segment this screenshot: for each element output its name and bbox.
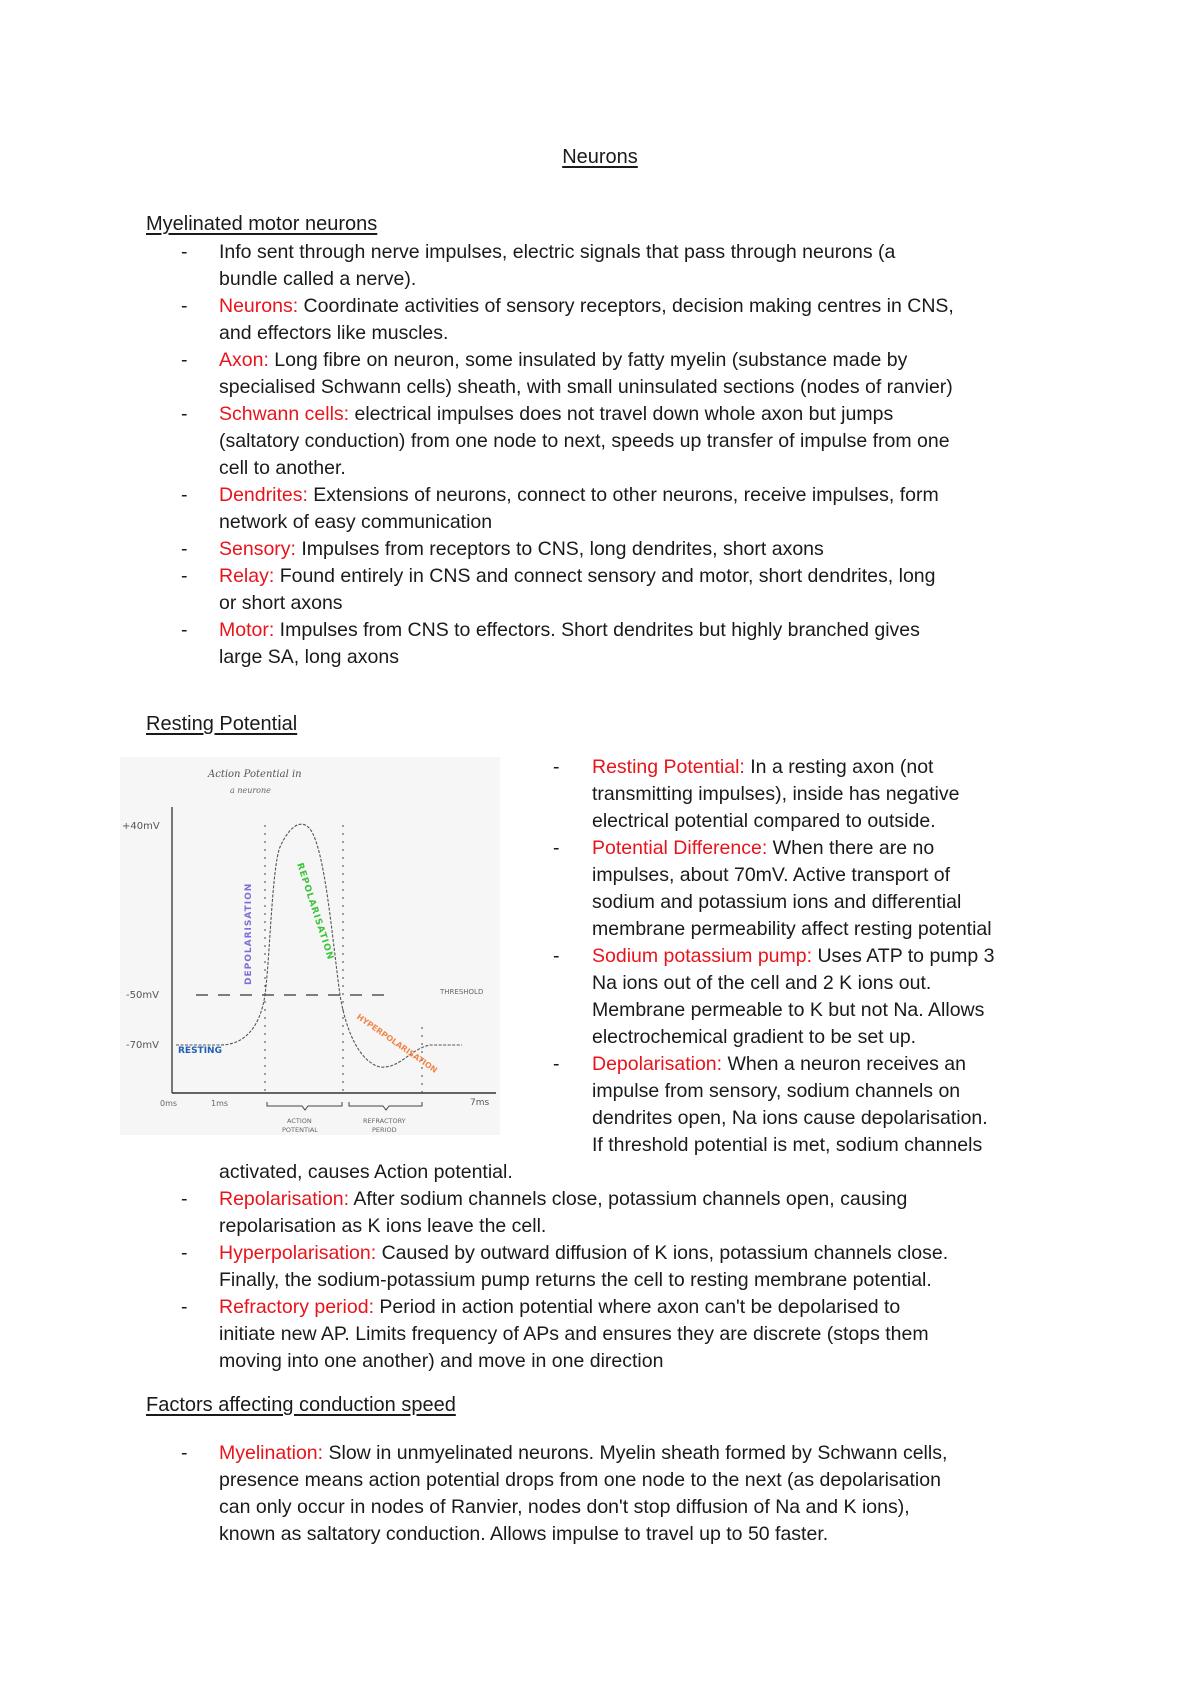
brace-label-action: ACTION [287,1117,312,1125]
diagram-title-line2: a neurone [230,786,271,795]
conduction-speed-list [146,1440,1096,1548]
myelinated-neurons-list [146,239,1096,671]
list-item-potential-difference: - Potential Difference: When there are no impulses, about 70mV. Active transport of sodium and potassium ions and differential membrane permeability affect resting potential [553,837,992,940]
action-potential-curve [176,824,462,1067]
action-potential-diagram [120,757,500,1135]
x-label-7ms: 7ms [470,1098,490,1108]
bullet-dash: - [181,241,188,263]
action-potential-brace [267,1102,342,1110]
hyperpolarisation-label: HYPERPOLARISATION [354,1012,439,1075]
list-item-axon: - Axon: Long fibre on neuron, some insulated by fatty myelin (substance made by specialised Schwann cells) sheath, with small uninsulated sections (nodes of ranvier) [181,349,953,398]
list-item-depolarisation: - Depolarisation: When a neuron receives an impulse from sensory, sodium channels on dendrites open, Na ions cause depolarisation. If threshold potential is met, sodium channels [553,1053,988,1156]
term-label: Axon: [219,349,269,371]
term-label: Relay: [219,565,275,587]
document-title: Neurons [562,146,638,168]
resting-potential-list [146,1186,1096,1375]
diagram-title-line1: Action Potential in [208,769,302,780]
refractory-brace [349,1102,422,1110]
repolarisation-label: REPOLARISATION [294,861,336,962]
list-item-motor: - Motor: Impulses from CNS to effectors. Short dendrites but highly branched gives large SA, long axons [181,619,920,668]
term-label: Schwann cells: [219,403,350,425]
action-potential-graph [120,757,500,1135]
list-item-repolarisation: - Repolarisation: After sodium channels close, potassium channels open, causing repolarisation as K ions leave the cell. [181,1188,908,1237]
brace-label-refractory: REFRACTORY [363,1117,406,1125]
list-item-neurons: - Neurons: Coordinate activities of sensory receptors, decision making centres in CNS, and effectors like muscles. [181,295,954,344]
list-item-sodium-potassium-pump: - Sodium potassium pump: Uses ATP to pump 3 Na ions out of the cell and 2 K ions out. Membrane permeable to K but not Na. Allows electrochemical gradient to be set up. [553,945,995,1048]
list-item-resting-potential: - Resting Potential: In a resting axon (not transmitting impulses), inside has negative electrical potential compared to outside. [553,756,960,832]
term-label: Motor: [219,619,275,641]
threshold-label: THRESHOLD [440,988,484,996]
x-label-0ms: 0ms [160,1099,178,1108]
x-label-1ms: 1ms [211,1099,229,1108]
term-label: Dendrites: [219,484,308,506]
term-label: Myelination: [219,1442,324,1464]
term-label: Hyperpolarisation: [219,1242,377,1264]
resting-potential-side-list [520,754,1080,1159]
list-item-hyperpolarisation: - Hyperpolarisation: Caused by outward diffusion of K ions, potassium channels close. Finally, the sodium-potassium pump returns the cell to resting membrane potential. [181,1242,949,1291]
list-item-sensory: - Sensory: Impulses from receptors to CNS, long dendrites, short axons [181,538,824,560]
term-label: Sodium potassium pump: [592,945,813,967]
section-heading-conduction-speed: Factors affecting conduction speed [146,1394,456,1416]
depolarisation-continuation: activated, causes Action potential. [219,1161,513,1183]
y-label-minus50: -50mV [126,990,159,1001]
term-label: Sensory: [219,538,296,560]
term-label: Resting Potential: [592,756,745,778]
list-item-schwann-cells: - Schwann cells: electrical impulses does not travel down whole axon but jumps (saltatory conduction) from one node to next, speeds up transfer of impulse from one cell to another. [181,403,950,479]
list-item-myelination: - Myelination: Slow in unmyelinated neurons. Myelin sheath formed by Schwann cells, presence means action potential drops from one node to the next (as depolarisation can only occur in nodes of Ranvier, nodes don't stop diffusion of Na and K ions), known as saltatory conduction. Allows impulse to travel up to 50 faster. [181,1442,948,1545]
section-heading-resting-potential: Resting Potential [146,713,298,735]
resting-label: RESTING [178,1046,222,1056]
term-label: Depolarisation: [592,1053,723,1075]
list-item: - Info sent through nerve impulses, electric signals that pass through neurons (a bundle called a nerve). [181,241,896,290]
list-item-dendrites: - Dendrites: Extensions of neurons, connect to other neurons, receive impulses, form network of easy communication [181,484,939,533]
brace-label-period: PERIOD [372,1126,397,1134]
term-label: Repolarisation: [219,1188,350,1210]
brace-label-potential: POTENTIAL [282,1126,318,1134]
y-label-minus70: -70mV [126,1040,159,1051]
term-label: Neurons: [219,295,299,317]
list-item-relay: - Relay: Found entirely in CNS and connect sensory and motor, short dendrites, long or short axons [181,565,936,614]
section-heading-myelinated-motor-neurons: Myelinated motor neurons [146,213,378,235]
term-label: Refractory period: [219,1296,374,1318]
term-label: Potential Difference: [592,837,768,859]
y-label-plus40: +40mV [122,821,160,832]
depolarisation-label: DEPOLARISATION [244,882,254,985]
list-item-refractory-period: - Refractory period: Period in action potential where axon can't be depolarised to initiate new AP. Limits frequency of APs and ensures they are discrete (stops them moving into one another) and move in one direction [181,1296,929,1372]
